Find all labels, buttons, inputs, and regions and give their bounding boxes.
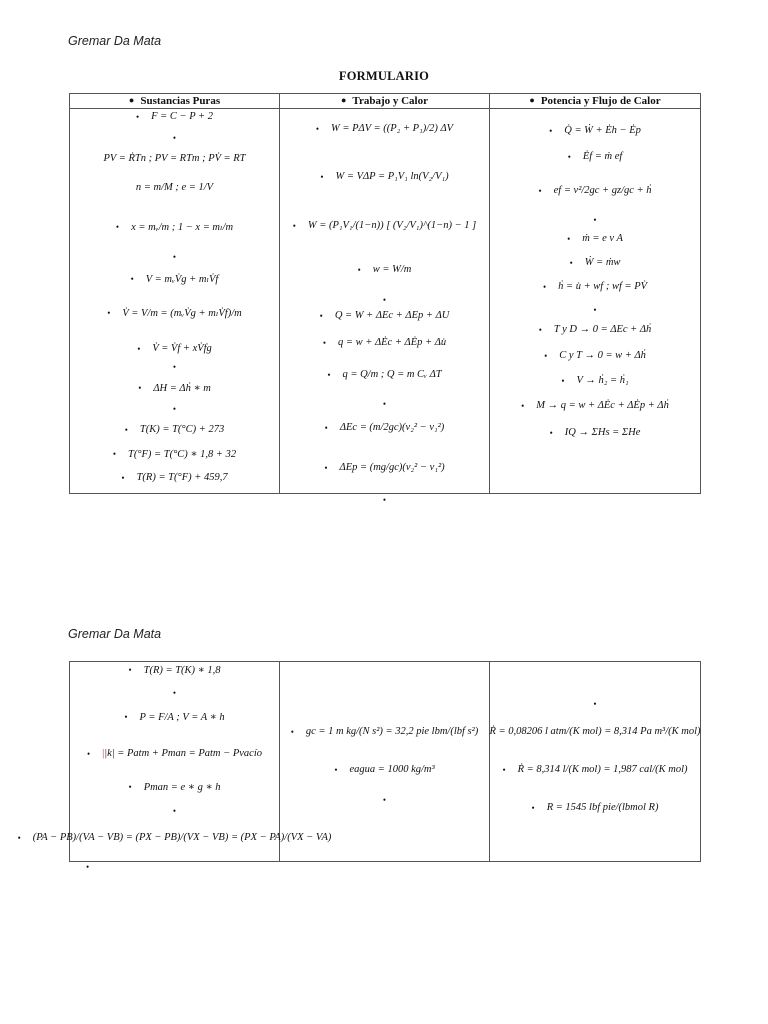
formula-gc-constant: • gc = 1 m kg/(N s²) = 32,2 pie lbm/(lbf s²): [290, 726, 479, 737]
empty-bullet: •: [172, 362, 177, 372]
formula-moles-density: n = m/M ; e = 1/V: [135, 182, 214, 193]
empty-bullet: •: [382, 295, 387, 305]
empty-bullet: •: [172, 404, 177, 414]
formula-kelvin: • T(K) = T(°C) + 273: [124, 424, 225, 435]
formula-enthalpy: • ΔH = Δḣ ∗ m: [138, 383, 211, 394]
empty-bullet: •: [172, 806, 177, 816]
empty-bullet: •: [172, 133, 177, 143]
formula-total-volume: • V = mᵥV̇g + mₗV̇f: [130, 274, 219, 285]
formula-work-isothermal: • W = VΔP = P₁V₁ ln(V₂/V₁): [320, 171, 449, 182]
formula-table-1: [69, 93, 701, 505]
empty-bullet: •: [593, 215, 597, 225]
document-title: FORMULARIO: [338, 69, 430, 83]
formula-pressure-volume: • P = F/A ; V = A ∗ h: [124, 712, 225, 723]
formula-interpolation: • (PA − PB)/(VA − VB) = (PX − PB)/(VX − VB) = (PX − PA)/(VX − VA): [17, 832, 332, 843]
empty-bullet: •: [593, 305, 597, 315]
author-name-page2: Gremar Da Mata: [68, 627, 162, 641]
formula-heat-rate: • Q̇ = Ẇ + Ėh − Ėp: [549, 125, 641, 136]
header-trabajo-y-calor: ● Trabajo y Calor: [280, 94, 490, 109]
empty-bullet: •: [172, 688, 177, 698]
formula-ideal-gas: PV = ṘTn ; PV = RTm ; PV̇ = RT: [103, 153, 246, 164]
formula-power: • Ẇ = ṁw: [569, 257, 621, 268]
formula-work-isobaric: • W = PΔV = ((P₂ + P₁)/2) ΔV: [315, 123, 454, 134]
formula-work-polytropic: • W = (P₁V₁/(1−n)) [ (V₂/V₁)^(1−n) − 1 ]: [292, 220, 477, 231]
formula-kinetic-energy: • ΔEc = (m/2gc)(v₂² − v₁²): [324, 422, 445, 433]
cell-trabajo-y-calor: [280, 109, 490, 505]
cell-potencia-flujo-calor: [490, 109, 701, 494]
formula-gas-constant-1: Ṙ = 0,08206 l atm/(K mol) = 8,314 Pa m³/(K mol): [489, 726, 701, 737]
formula-gauge-pressure: • Pman = e ∗ g ∗ h: [128, 782, 221, 793]
red-marker: |: [102, 748, 105, 759]
formula-gas-constant-2: • Ṙ = 8,314 l/(K mol) = 1,987 cal/(K mol): [502, 764, 688, 775]
formula-specific-volume: • V̇ = V/m = (mᵥV̇g + mₗV̇f)/m: [107, 308, 242, 319]
formula-water-density: • eagua = 1000 kg/m³: [334, 764, 435, 775]
formula-heat-exchanger: • IQ → ΣHs = ΣHe: [549, 427, 641, 438]
formula-gibbs-phase-rule: • F = C − P + 2: [135, 111, 214, 122]
formula-energy-flow: • Ėf = ṁ ef: [567, 151, 623, 162]
formula-mass-flow: • ṁ = e v A: [567, 233, 623, 244]
formula-mixer: • M → q = w + ΔĖc + ΔĖp + Δḣ: [521, 400, 669, 411]
formula-first-law: • Q = W + ΔEc + ΔEp + ΔU: [319, 310, 450, 321]
formula-specific-volume-quality: • V̇ = V̇f + xV̇fg: [137, 343, 212, 354]
formula-table-2: [17, 661, 701, 862]
formula-turbine-nozzle: • T y D → 0 = ΔEc + Δḣ: [538, 324, 652, 335]
author-name: Gremar Da Mata: [68, 34, 162, 48]
formula-gas-constant-3: • R = 1545 lbf pie/(lbmol R): [531, 802, 659, 813]
empty-bullet: •: [382, 795, 387, 805]
cell-table2-col3: [490, 662, 701, 862]
formula-potential-energy: • ΔEp = (mg/gc)(v₂² − v₁²): [324, 462, 445, 473]
empty-bullet: •: [593, 699, 597, 709]
formula-specific-work: • w = W/m: [357, 264, 412, 275]
formula-enthalpy-flow-work: • ḣ = u̇ + wf ; wf = PV̇: [542, 281, 648, 292]
formula-first-law-specific: • q = w + ΔĖc + ΔĖp + Δu̇: [322, 337, 447, 348]
empty-bullet: •: [172, 252, 177, 262]
formula-absolute-pressure: • | |k| = Patm + Pman = Patm − Pvacío: [86, 748, 263, 759]
empty-bullet: •: [382, 399, 387, 409]
cell-table2-col1: [17, 662, 332, 862]
formula-rankine: • T(R) = T(°F) + 459,7: [121, 472, 228, 483]
formula-specific-energy-flow: • ef = v²/2gc + gz/gc + ḣ: [538, 185, 652, 196]
header-potencia-flujo-calor: ● Potencia y Flujo de Calor: [490, 94, 701, 109]
formula-rankine-kelvin: • T(R) = T(K) ∗ 1,8: [128, 665, 221, 676]
formula-heat: • q = Q/m ; Q = m Cᵥ ΔT: [327, 369, 442, 380]
formula-fahrenheit: • T(°F) = T(°C) ∗ 1,8 + 32: [112, 449, 237, 460]
cell-sustancias-puras: [70, 109, 280, 494]
formula-compressor-turbine: • C y T → 0 = w + Δḣ: [544, 350, 646, 361]
formula-quality: • x = mᵥ/m ; 1 − x = mₗ/m: [115, 222, 234, 233]
formula-valve: • V → ḣ₂ = ḣ₁: [561, 375, 629, 386]
header-sustancias-puras: ● Sustancias Puras: [70, 94, 280, 109]
trailing-bullet: •: [86, 862, 90, 872]
empty-bullet: •: [382, 495, 387, 505]
